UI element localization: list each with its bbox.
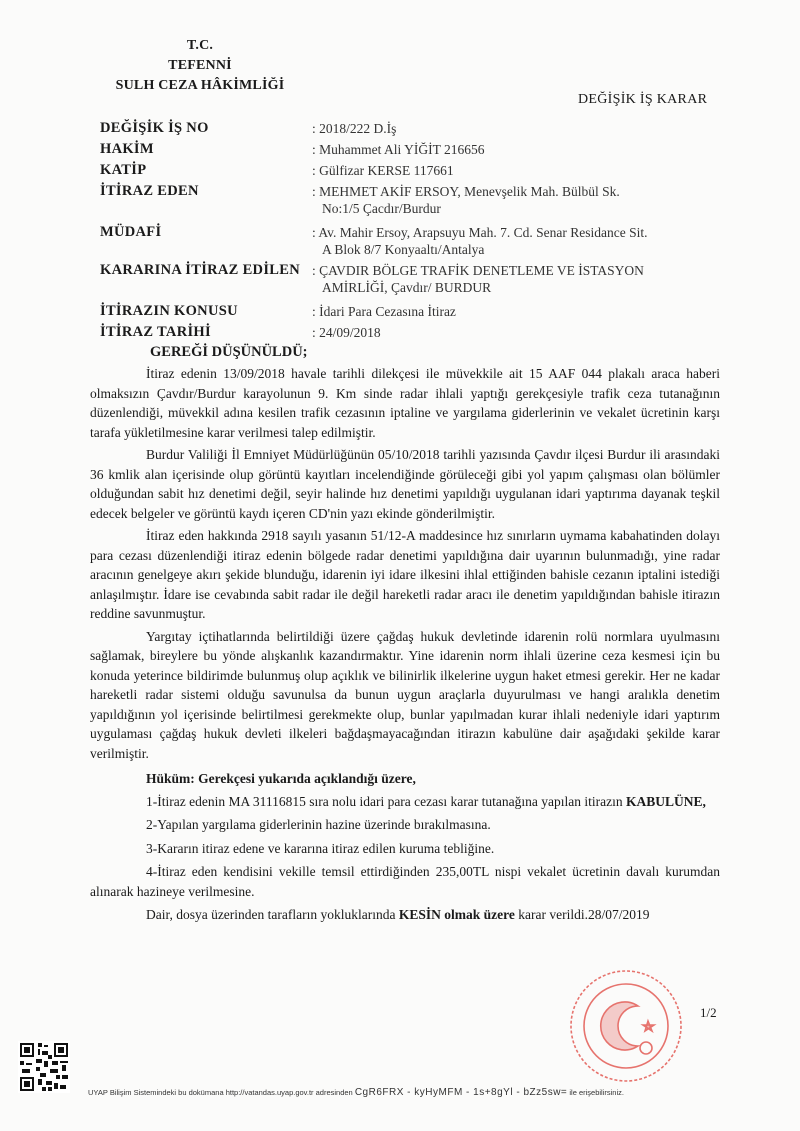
court-line-name: SULH CEZA HÂKİMLİĞİ — [115, 78, 285, 93]
verdict-item-2: 2-Yapılan yargılama giderlerinin hazine üzerinde bırakılmasına. — [146, 817, 491, 832]
meta-value: : Gülfizar KERSE 117661 — [312, 163, 454, 178]
court-line-tc: T.C. — [186, 38, 214, 53]
verdict-item-3: 3-Kararın itiraz edene ve kararına itiraz edilen kuruma tebliğine. — [146, 840, 495, 856]
court-header — [100, 36, 300, 96]
verdict-emphasis: KABULÜNE, — [625, 793, 706, 809]
section-heading: GEREĞİ DÜŞÜNÜLDÜ; — [150, 344, 308, 360]
closing-emphasis: KESİN olmak üzere — [398, 907, 515, 922]
paragraph: İtiraz edenin 13/09/2018 havale tarihli dilekçesi ile müvekkile ait 15 AAF 044 plakalı araca haberi olmaksızın Çavdır/Burdur karayolunun 9. Km sinde radar ihlali yaptığı gerekçesiyle trafik ceza tutanağının düzenlendiği, müvekkil adına kesilen trafik cezasının iptaline ve yargılama giderlerinin ve vekalet ücretinin karşı tarafa yükletilmesine karar verilmesi talep edilmiştir. — [90, 366, 720, 440]
meta-value — [312, 183, 722, 217]
meta-label: İTİRAZ EDEN — [100, 183, 199, 199]
meta-value-line: AMİRLİĞİ, Çavdır/ BURDUR — [322, 280, 492, 295]
closing-statement — [90, 905, 720, 925]
footer-verification — [88, 1087, 728, 1098]
page-number: 1/2 — [700, 1005, 717, 1020]
verdict-item-4: 4-İtiraz eden kendisini vekille temsil ettirdiğinden 235,00TL nispi vekalet ücretinin davalı kurumdan alınarak hazineye verilmesine. — [90, 864, 720, 899]
meta-value-line: : Av. Mahir Ersoy, Arapsuyu Mah. 7. Cd. Senar Residance Sit. — [312, 225, 648, 240]
meta-value: : 2018/222 D.İş — [312, 121, 397, 136]
meta-value: : İdari Para Cezasına İtiraz — [312, 304, 456, 319]
meta-label: DEĞİŞİK İŞ NO — [100, 120, 209, 136]
meta-value-line: : MEHMET AKİF ERSOY, Menevşelik Mah. Bülbül Sk. — [312, 184, 620, 199]
meta-label: HAKİM — [100, 141, 154, 157]
closing-text-end: karar verildi.28/07/2019 — [514, 907, 650, 922]
paragraph: İtiraz eden hakkında 2918 sayılı yasanın 51/12-A maddesince hız sınırların uymama kabahatinden dolayı para cezası düzenlendiği itiraz edenin bölgede radar denetimi yapıldığına dair uyarının bulunmadığı, yine radar aracının genelgeye akırı şekide blunduğu, idarenin iyi idare ilkesini ihlal ettiğinden bahisle cezanın iptalini istediği anlaşılmıştır. İdare ise cevabında sabit radar ile değil hareketli radar aracı ile denetim yapıldığından bahisle itirazın reddine savunmuştur. — [90, 528, 720, 621]
meta-value: : 24/09/2018 — [312, 325, 381, 340]
court-line-tefenni: TEFENNİ — [168, 58, 232, 73]
meta-value-line: No:1/5 Çacdır/Burdur — [322, 201, 441, 216]
meta-label: KARARINA İTİRAZ EDİLEN — [100, 262, 300, 278]
document-type: DEĞİŞİK İŞ KARAR — [578, 92, 708, 107]
paragraph: Yargıtay içtihatlarında belirtildiği üzere çağdaş hukuk devletinde idarenin rolü normlara uyulmasını sağlamak, bireylere bu yönde alışkanlık kazandırmaktır. Yine idarenin norm ihlali üzerine ceza kesmesi için bu konuda yeterince bildirimde bulunmuş olup açıklık ve bilinirlik ilkelerine uygun haket etmesi gerekir. Her ne kadar hareketli radar sistemi olduğu savunulsa da bunun uygun araçlarla duyurulması ve hangi aralıkla denetim yapıldığının yol içerisinde belirtilmesi gerekmekte olup, bunlar yapılmadan kurar ihlali nedeniyle idari yaptırım uygulaması çağdaş hukuk devleti ilkeleri bağdaşmayacağından itirazın kabulüne dair aşağıdaki şekilde karar verilmiştir. — [90, 628, 720, 761]
meta-value — [312, 224, 722, 258]
verdict-item-1 — [90, 792, 720, 812]
meta-value — [312, 262, 722, 296]
verdict-text: 1-İtiraz edenin MA 31116815 sıra nolu idari para cezası karar tutanağına yapılan itirazın — [146, 793, 626, 809]
footer-suffix: ile erişebilirsiniz. — [569, 1088, 624, 1097]
qr-code — [18, 1041, 70, 1093]
meta-value-line: A Blok 8/7 Konyaaltı/Antalya — [322, 242, 485, 257]
decision-body — [90, 364, 720, 929]
meta-value: : Muhammet Ali YİĞİT 216656 — [312, 142, 485, 157]
closing-text: Dair, dosya üzerinden tarafların yokluklarında — [146, 907, 399, 922]
meta-label: MÜDAFİ — [100, 224, 162, 240]
meta-value-line: : ÇAVDIR BÖLGE TRAFİK DENETLEME VE İSTASYON — [312, 263, 644, 278]
meta-label: İTİRAZ TARİHİ — [100, 324, 211, 340]
footer-text: UYAP Bilişim Sistemindeki bu dokümana http://vatandas.uyap.gov.tr adresinden — [88, 1088, 353, 1097]
verification-code: CgR6FRX - kyHyMFM - 1s+8gYl - bZz5sw= — [354, 1087, 568, 1098]
meta-label: KATİP — [100, 162, 147, 178]
paragraph: Burdur Valiliği İl Emniyet Müdürlüğünün 05/10/2018 tarihli yazısında Çavdır ilçesi Burdur ili arasındaki 36 kmlik alan içerisinde olup görüntü kayıtları incelendiğinde görüleceği gibi yol yapım çalışması olan bölümler olduğundan sabit hız denetimi değil, seyir halinde hız denetimi yapıldığı uygulanan idari yaptırıma dayanak teşkil edecek belgeler ve görüntü kaydı içeren CD'nin yazı ekinde gönderilmiştir. — [90, 447, 720, 521]
meta-label: İTİRAZIN KONUSU — [100, 303, 238, 319]
verdict-heading: Hüküm: Gerekçesi yukarıda açıklandığı üzere, — [146, 771, 416, 786]
court-seal-stamp — [566, 966, 686, 1086]
